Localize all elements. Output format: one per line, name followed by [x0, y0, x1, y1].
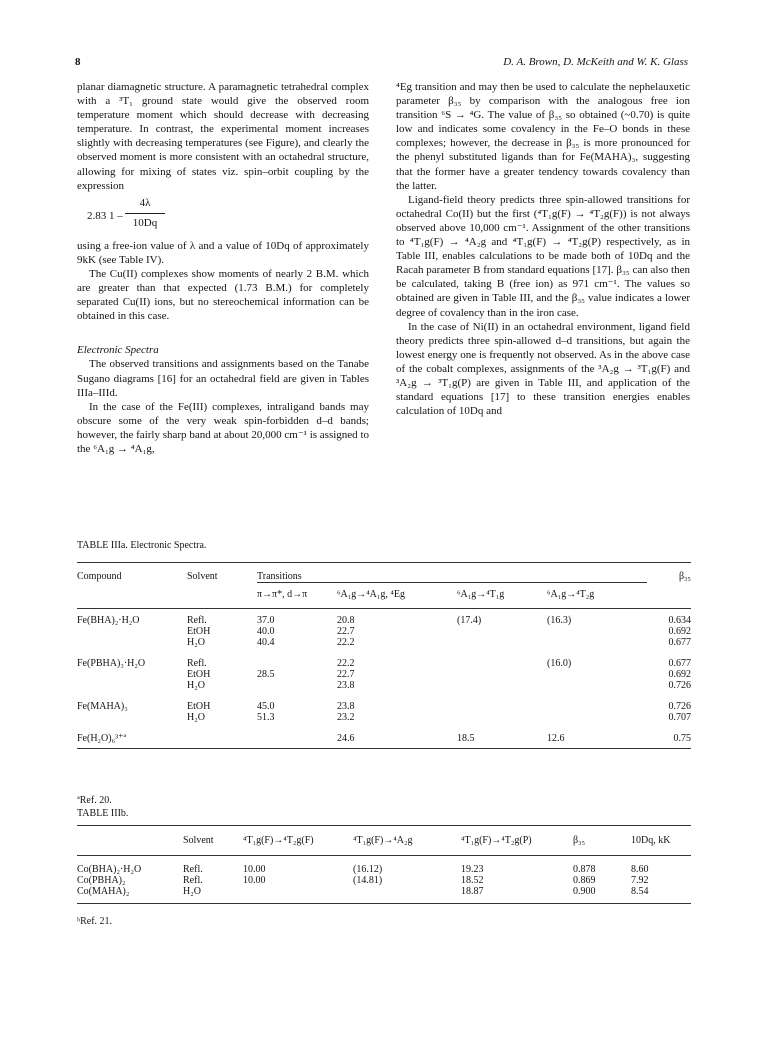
table-3a-body: [77, 609, 691, 750]
right-column: [396, 80, 690, 418]
solvent-cell: H₂O: [187, 637, 205, 648]
compound-cell: Fe(H₂O)₆³⁺ª: [77, 733, 127, 744]
beta-cell: 0.677: [668, 637, 691, 648]
value-cell: 51.3: [257, 712, 275, 723]
value-cell: 18.87: [461, 886, 484, 897]
solvent-cell: H₂O: [187, 680, 205, 691]
table-row: [77, 875, 691, 886]
header-solvent: Solvent: [187, 571, 218, 582]
formula-prefix: 2.83 1 –: [87, 209, 123, 222]
beta-cell: 0.634: [668, 615, 691, 626]
dq-cell: 8.60: [631, 864, 649, 875]
value-cell: 10.00: [243, 864, 266, 875]
header-cell: [77, 826, 183, 856]
value-cell: 37.0: [257, 615, 275, 626]
value-cell: (16.12): [353, 864, 383, 875]
running-header-authors: D. A. Brown, D. McKeith and W. K. Glass: [503, 56, 688, 68]
dq-cell: 8.54: [631, 886, 649, 897]
header-transitions: Transitions: [257, 571, 302, 582]
paragraph: The observed transitions and assignments based on the Tanabe Sugano diagrams [16] for an octahedral field are given in Tables IIIa–IIId.: [77, 358, 369, 399]
table-row: [77, 856, 691, 876]
left-column: [77, 80, 369, 456]
value-cell: 18.52: [461, 875, 484, 886]
beta-cell: 0.869: [573, 875, 596, 886]
solvent-cell: EtOH: [187, 701, 211, 712]
value-cell: 24.6: [337, 733, 355, 744]
beta-cell: 0.75: [673, 733, 691, 744]
value-cell: 23.2: [337, 712, 355, 723]
subheader-cell: ⁶A₁g→⁴A₁g, ⁴Eg: [337, 583, 457, 609]
compound-cell: Co(PBHA)₂: [77, 875, 126, 886]
solvent-cell: EtOH: [187, 626, 211, 637]
table-row: [77, 648, 691, 669]
header-cell: ⁴T₁g(F)→⁴T₂g(F): [243, 835, 314, 846]
value-cell: 22.7: [337, 669, 355, 680]
table-row: [77, 723, 691, 749]
table-row: [77, 712, 691, 723]
table-subheader-row: [77, 583, 691, 609]
solvent-cell: H₂O: [183, 886, 201, 897]
subheader-cell: ⁶A₁g→⁴T₂g: [547, 583, 647, 609]
value-cell: 10.00: [243, 875, 266, 886]
table-row: [77, 669, 691, 680]
beta-cell: 0.900: [573, 886, 596, 897]
value-cell: 40.4: [257, 637, 275, 648]
value-cell: 20.8: [337, 615, 355, 626]
table-bottom-rule: [77, 749, 691, 750]
value-cell: 12.6: [547, 733, 565, 744]
paragraph: Ligand-field theory predicts three spin-allowed transitions for octahedral Co(II) but the first (⁴T₁g(F) → ⁴T₂g(F)) is not always observed above 10,000 cm⁻¹. Assignment of the other transitions to ⁴T₁g(F) → ⁴A₂g and ⁴T₁g(F) → ⁴T₂g(P) respectively, as in Table III, enables calculations to be made both of 10Dq and the Racah parameter B from standard equations [17]. β₃₅ can also then be calculated, taking B (free ion) as 971 cm⁻¹. The values so obtained are given in Table III, and the β₃₅ value indicates a lower degree of covalency than in the iron case.: [396, 193, 690, 319]
header-cell: ⁴T₁g(F)→⁴A₂g: [353, 835, 413, 846]
header-cell: ⁴T₁g(F)→⁴T₂g(P): [461, 835, 532, 846]
beta-cell: 0.726: [668, 680, 691, 691]
beta-cell: 0.878: [573, 864, 596, 875]
value-cell: 45.0: [257, 701, 275, 712]
dq-cell: 7.92: [631, 875, 649, 886]
header-cell: β₃₅: [573, 835, 586, 846]
table-bottom-rule: [77, 904, 691, 905]
value-cell: 19.23: [461, 864, 484, 875]
table-row: [77, 626, 691, 637]
formula-numerator: 4λ: [139, 196, 151, 209]
moment-formula: [77, 196, 369, 236]
section-title: Electronic Spectra: [77, 344, 159, 357]
paragraph: The Cu(II) complexes show moments of nearly 2 B.M. which are greater than that expected (1.73 B.M.) for completely separated Cu(II) ions, but no stereochemical information can be obtained in this case.: [77, 267, 369, 323]
value-cell: (17.4): [457, 615, 482, 626]
value-cell: 23.8: [337, 680, 355, 691]
table-3a: [77, 562, 691, 749]
subheader-cell: π→π*, d→π: [257, 583, 337, 609]
paragraph: ⁴Eg transition and may then be used to calculate the nephelauxetic parameter β₃₅ by comparison with the analogous free ion transition ⁶S → ⁴G. The value of β₃₅ so obtained (~0.70) is quite low and indicates some covalency in the Fe–O bonds in these complexes; however, the decrease in β₃₅ is more pronounced for the phenyl substituted ligands than for Fe(MAHA)₃, suggesting that the former have a greater tendency towards covalency than the latter.: [396, 81, 690, 192]
solvent-cell: Refl.: [183, 864, 203, 875]
solvent-cell: H₂O: [187, 712, 205, 723]
paragraph: planar diamagnetic structure. A paramagnetic tetrahedral complex with a ³T₁ ground state would give the observed room temperature moment which should decrease with decreasing temperature. In contrast, the experimental moment increases slightly with decreasing temperatures (see Figure), and clearly the observed moment is more consistent with an octahedral structure, allowing for mixing of states viz. spin–orbit coupling by the expression: [77, 81, 369, 192]
value-cell: 40.0: [257, 626, 275, 637]
compound-cell: Fe(BHA)₂·H₂O: [77, 615, 140, 626]
solvent-cell: EtOH: [187, 669, 211, 680]
table-header-row: [77, 563, 691, 583]
value-cell: 22.2: [337, 658, 355, 669]
beta-cell: 0.726: [668, 701, 691, 712]
table-row: [77, 691, 691, 712]
value-cell: (16.0): [547, 658, 572, 669]
compound-cell: Fe(PBHA)₃·H₂O: [77, 658, 146, 669]
fraction-bar: [125, 213, 165, 214]
solvent-cell: Refl.: [187, 615, 207, 626]
value-cell: (14.81): [353, 875, 383, 886]
table-3b-footnote: ᵇRef. 21.: [77, 916, 113, 927]
table-row: [77, 637, 691, 648]
table-3a-caption: TABLE IIIa. Electronic Spectra.: [77, 540, 207, 551]
formula-denominator: 10Dq: [132, 216, 158, 229]
beta-cell: 0.707: [668, 712, 691, 723]
value-cell: (16.3): [547, 615, 572, 626]
value-cell: 28.5: [257, 669, 275, 680]
table-row: [77, 609, 691, 627]
value-cell: 22.7: [337, 626, 355, 637]
header-beta: β₃₅: [678, 571, 691, 582]
page-number: 8: [75, 56, 81, 68]
table-header-row: [77, 826, 691, 856]
table-3b-caption: TABLE IIIb.: [77, 808, 129, 819]
table-row: [77, 886, 691, 904]
subheader-cell: ⁶A₁g→⁴T₁g: [457, 583, 547, 609]
compound-cell: Co(MAHA)₂: [77, 886, 130, 897]
table-3b: [77, 825, 691, 904]
header-cell: 10Dq, kK: [631, 835, 671, 846]
solvent-cell: Refl.: [187, 658, 207, 669]
table-3a-footnote: ªRef. 20.: [77, 795, 112, 806]
beta-cell: 0.692: [668, 626, 691, 637]
value-cell: 18.5: [457, 733, 475, 744]
paragraph: using a free-ion value of λ and a value of 10Dq of approximately 9kK (see Table IV).: [77, 239, 369, 266]
table-row: [77, 680, 691, 691]
paragraph: In the case of the Fe(III) complexes, intraligand bands may obscure some of the very weak spin-forbidden d–d bands; however, the fairly sharp band at about 20,000 cm⁻¹ is assigned to the ⁶A₁g → ⁴A₁g,: [77, 400, 369, 455]
value-cell: 22.2: [337, 637, 355, 648]
header-cell: Solvent: [183, 835, 214, 846]
compound-cell: Fe(MAHA)₃: [77, 701, 128, 712]
beta-cell: 0.677: [668, 658, 691, 669]
compound-cell: Co(BHA)₂·H₂O: [77, 864, 142, 875]
value-cell: 23.8: [337, 701, 355, 712]
paragraph: In the case of Ni(II) in an octahedral environment, ligand field theory predicts three spin-allowed d–d transitions, but again the lowest energy one is frequently not observed. As in the above case of the cobalt complexes, assignments of the ³A₂g → ³T₁g(F) and ³A₂g → ³T₁g(P) are given in Table III, and application of the standard equations [17] to these transition energies enables calculation of 10Dq and: [396, 320, 690, 418]
beta-cell: 0.692: [668, 669, 691, 680]
solvent-cell: Refl.: [183, 875, 203, 886]
header-compound: Compound: [77, 571, 122, 582]
